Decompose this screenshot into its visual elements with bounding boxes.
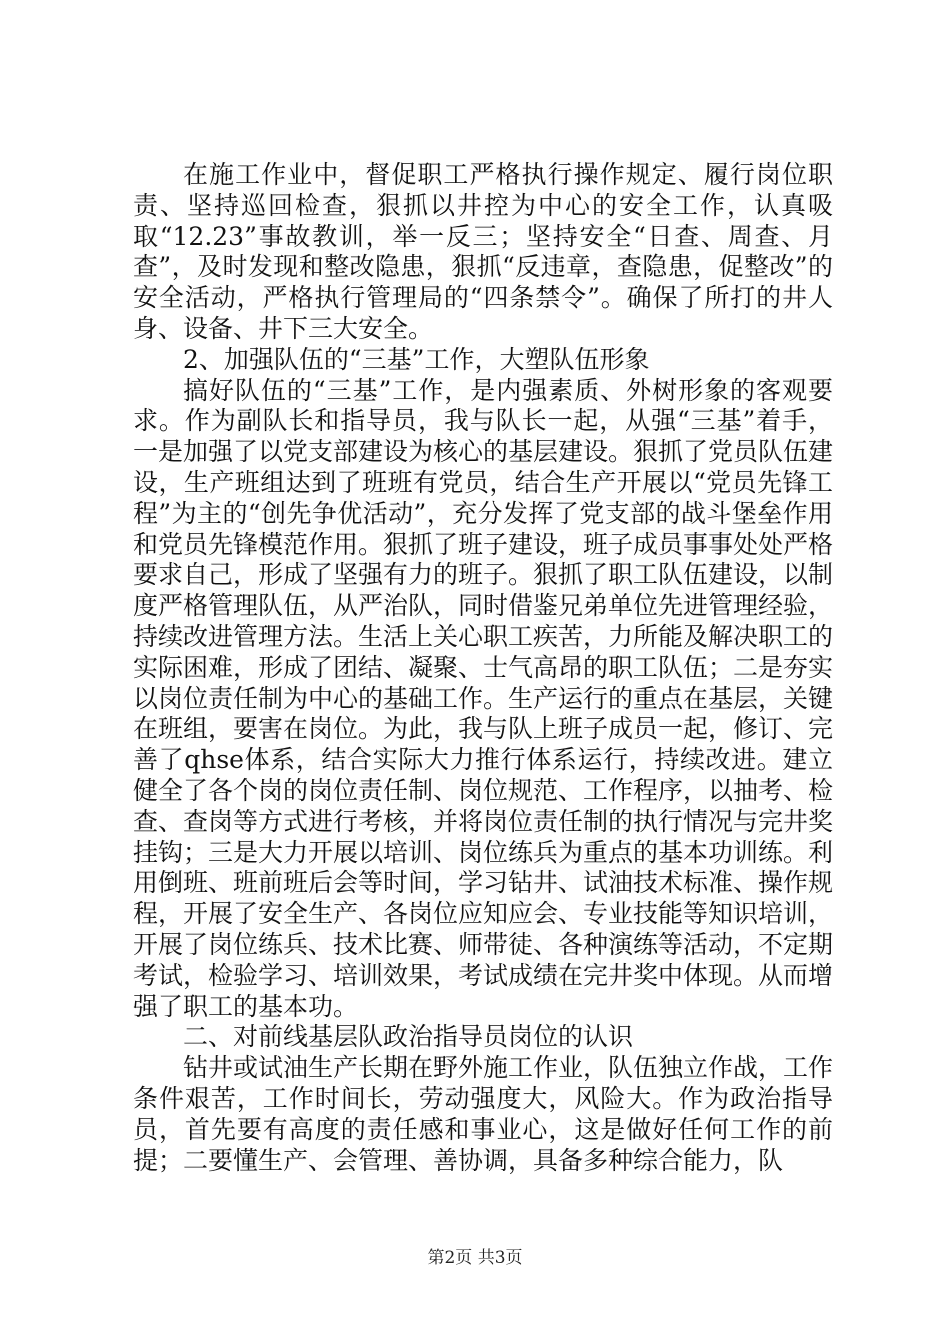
- heading-instructor-role: 二、对前线基层队政治指导员岗位的认识: [183, 1022, 634, 1052]
- page-number-footer: 第2页 共3页: [427, 1248, 523, 1268]
- paragraph-safety-work: 在施工作业中，督促职工严格执行操作规定、履行岗位职责、坚持巡回检查，狠抓以井控为中心的安全工作，认真吸取“12.23”事故教训，举一反三；坚持安全“日查、周查、月查”，及时发现和整改隐患，狠抓“反违章，查隐患，促整改”的安全活动，严格执行管理局的“四条禁令”。确保了所打的井人身、设备、井下三大安全。: [133, 160, 833, 343]
- document-body: [133, 160, 833, 1176]
- paragraph-instructor-role: 钻井或试油生产长期在野外施工作业，队伍独立作战，工作条件艰苦，工作时间长，劳动强度大，风险大。作为政治指导员，首先要有高度的责任感和事业心，这是做好任何工作的前提；二要懂生产、会管理、善协调，具备多种综合能力，队: [133, 1053, 834, 1175]
- heading-three-basics: 2、加强队伍的“三基”工作，大塑队伍形象: [183, 344, 650, 374]
- paragraph-three-basics: 搞好队伍的“三基”工作，是内强素质、外树形象的客观要求。作为副队长和指导员，我与队长一起，从强“三基”着手，一是加强了以党支部建设为核心的基层建设。狠抓了党员队伍建设，生产班组达到了班班有党员，结合生产开展以“党员先锋工程”为主的“创先争优活动”，充分发挥了党支部的战斗堡垒作用和党员先锋模范作用。狠抓了班子建设，班子成员事事处处严格要求自己，形成了坚强有力的班子。狠抓了职工队伍建设，以制度严格管理队伍，从严治队，同时借鉴兄弟单位先进管理经验，持续改进管理方法。生活上关心职工疾苦，力所能及解决职工的实际困难，形成了团结、凝聚、士气高昂的职工队伍；二是夯实以岗位责任制为中心的基础工作。生产运行的重点在基层，关键在班组，要害在岗位。为此，我与队上班子成员一起，修订、完善了qhse体系，结合实际大力推行体系运行，持续改进。建立健全了各个岗的岗位责任制、岗位规范、工作程序，以抽考、检查、查岗等方式进行考核，并将岗位责任制的执行情况与完井奖挂钩；三是大力开展以培训、岗位练兵为重点的基本功训练。利用倒班、班前班后会等时间，学习钻井、试油技术标准、操作规程，开展了安全生产、各岗位应知应会、专业技能等知识培训，开展了岗位练兵、技术比赛、师带徒、各种演练等活动，不定期考试，检验学习、培训效果，考试成绩在完井奖中体现。从而增强了职工的基本功。: [133, 375, 834, 1021]
